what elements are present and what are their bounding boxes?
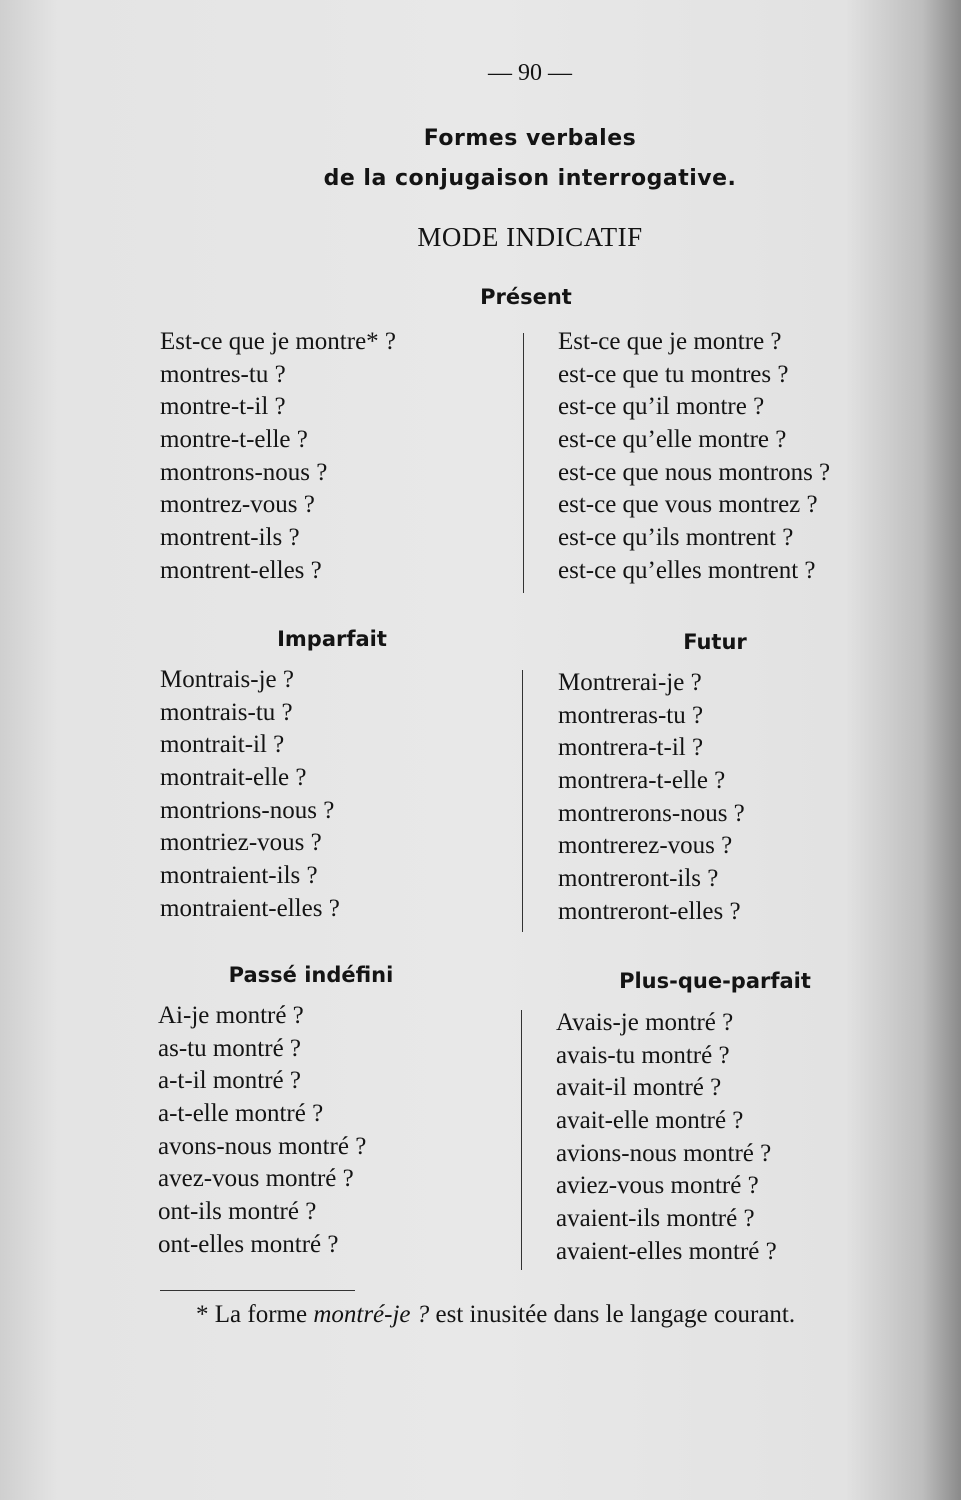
section-title-imparfait: Imparfait — [277, 627, 387, 651]
column-divider — [522, 670, 523, 932]
page-title-line-2: de la conjugaison interrogative. — [323, 166, 737, 191]
conjugation-form: montrerons-nous ? — [558, 799, 745, 827]
footnote-rule — [160, 1290, 355, 1291]
conjugation-form: as-tu montré ? — [158, 1034, 302, 1062]
conjugation-form: Ai-je montré ? — [158, 1002, 304, 1029]
section-title-futur: Futur — [683, 630, 747, 654]
conjugation-form: montriez-vous ? — [160, 829, 322, 857]
conjugation-form: montrions-nous ? — [160, 796, 335, 824]
conjugation-form: Est-ce que je montre ? — [558, 328, 782, 355]
conjugation-form: montreras-tu ? — [558, 701, 704, 729]
conjugation-form: ont-elles montré ? — [158, 1230, 339, 1258]
conjugation-form: montrera-t-il ? — [558, 734, 704, 762]
conjugation-form: avait-il montré ? — [556, 1074, 722, 1102]
conjugation-form: avais-tu montré ? — [556, 1041, 730, 1069]
conjugation-form: avaient-ils montré ? — [556, 1205, 755, 1233]
conjugation-form: montrons-nous ? — [160, 458, 328, 486]
conjugation-form: est-ce qu’elle montre ? — [558, 426, 787, 454]
page-title-line-1: Formes verbales — [423, 126, 637, 151]
conjugation-form: montrerez-vous ? — [558, 832, 733, 860]
column-divider — [523, 333, 524, 593]
conjugation-form: montrez-vous ? — [160, 491, 315, 519]
column-divider — [521, 1010, 522, 1270]
footnote — [158, 1298, 898, 1331]
section-title-passe-indefini: Passé indéfini — [228, 963, 394, 987]
conjugation-form: avait-elle montré ? — [556, 1107, 744, 1135]
conjugation-form: est-ce qu’elles montrent ? — [558, 556, 816, 584]
imparfait-list — [160, 664, 340, 926]
page-number: — 90 — — [488, 60, 572, 86]
conjugation-form: montreront-elles ? — [558, 897, 741, 925]
conjugation-form: ont-ils montré ? — [158, 1198, 317, 1226]
conjugation-form: montrait-elle ? — [160, 764, 307, 792]
plus-que-parfait-list — [556, 1007, 777, 1269]
conjugation-form: Avais-je montré ? — [556, 1009, 734, 1036]
conjugation-form: avaient-elles montré ? — [556, 1237, 777, 1265]
footnote-text-before: La forme — [214, 1301, 308, 1328]
conjugation-form: est-ce qu’ils montrent ? — [558, 524, 794, 552]
conjugation-form: Montrais-je ? — [160, 666, 294, 693]
mode-heading: MODE INDICATIF — [417, 222, 643, 252]
conjugation-form: montre-t-il ? — [160, 393, 286, 421]
conjugation-form: est-ce que nous montrons ? — [558, 458, 831, 486]
conjugation-form: aviez-vous montré ? — [556, 1172, 759, 1200]
conjugation-form: montrera-t-elle ? — [558, 767, 726, 795]
conjugation-form: montreront-ils ? — [558, 865, 719, 893]
footnote-text-after: est inusitée dans le langage courant. — [435, 1301, 796, 1328]
conjugation-form: est-ce qu’il montre ? — [558, 393, 765, 421]
conjugation-form: montre-t-elle ? — [160, 426, 308, 454]
conjugation-form: est-ce que vous montrez ? — [558, 491, 818, 519]
conjugation-form: a-t-elle montré ? — [158, 1100, 324, 1128]
section-title-present: Présent — [480, 285, 572, 309]
footnote-mark: * — [196, 1301, 209, 1328]
passe-indefini-list — [158, 1000, 366, 1262]
conjugation-form: montrent-ils ? — [160, 524, 300, 552]
section-title-plus-que-parfait: Plus-que-parfait — [619, 969, 811, 993]
conjugation-form: montraient-ils ? — [160, 862, 318, 890]
conjugation-form: est-ce que tu montres ? — [558, 360, 789, 388]
conjugation-form: avions-nous montré ? — [556, 1139, 772, 1167]
conjugation-form: montrais-tu ? — [160, 698, 293, 726]
conjugation-form: avez-vous montré ? — [158, 1165, 354, 1193]
conjugation-form: avons-nous montré ? — [158, 1132, 367, 1160]
conjugation-form: Est-ce que je montre* ? — [160, 328, 397, 355]
footnote-italic-form: montré-je ? — [313, 1301, 430, 1328]
conjugation-form: Montrerai-je ? — [558, 669, 702, 696]
conjugation-form: montrent-elles ? — [160, 556, 322, 584]
futur-list — [558, 667, 745, 929]
present-inverted-list — [160, 326, 396, 588]
conjugation-form: a-t-il montré ? — [158, 1067, 301, 1095]
conjugation-form: montres-tu ? — [160, 360, 286, 388]
conjugation-form: montraient-elles ? — [160, 894, 340, 922]
conjugation-form: montrait-il ? — [160, 731, 285, 759]
present-est-ce-que-list — [558, 326, 830, 588]
